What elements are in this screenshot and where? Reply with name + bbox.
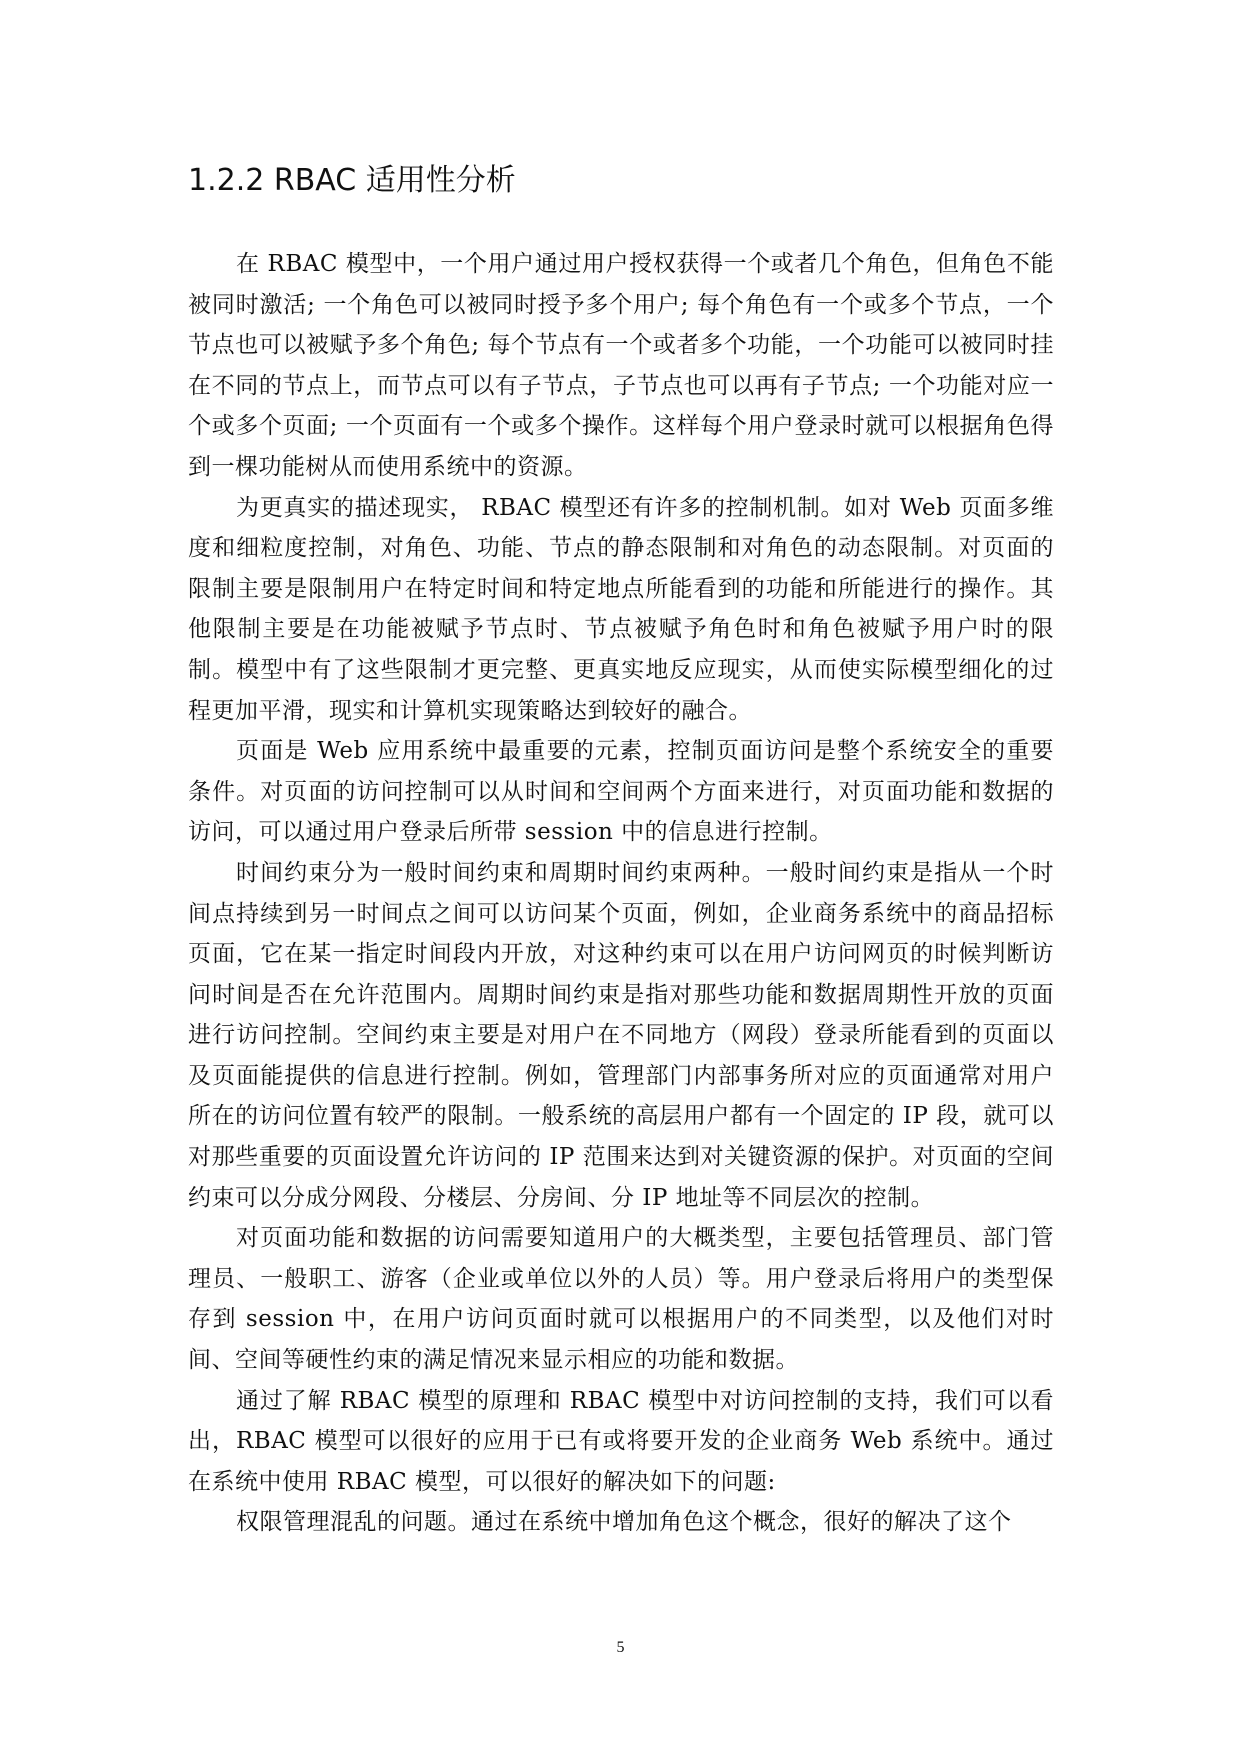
paragraph-3: 页面是 Web 应用系统中最重要的元素，控制页面访问是整个系统安全的重要条件。对页面的访问控制可以从时间和空间两个方面来进行，对页面功能和数据的访问，可以通过用户登录后所带 session 中的信息进行控制。 [188, 738, 1054, 846]
page-number: 5 [616, 1639, 625, 1656]
paragraph-1: 在 RBAC 模型中，一个用户通过用户授权获得一个或者几个角色，但角色不能被同时激活; 一个角色可以被同时授予多个用户; 每个角色有一个或多个节点，一个节点也可以被赋予多个角色; 每个节点有一个或者多个功能，一个功能可以被同时挂在不同的节点上，而节点可以有子节点，子节点也可以再有子节点; 一个功能对应一个或多个页面; 一个页面有一个或多个操作。这样每个用户登录时就可以根据角色得到一棵功能树从而使用系统中的资源。 [188, 251, 1054, 480]
section-heading: 1.2.2 RBAC 适用性分析 [188, 163, 516, 198]
paragraph-5: 对页面功能和数据的访问需要知道用户的大概类型，主要包括管理员、部门管理员、一般职工、游客（企业或单位以外的人员）等。用户登录后将用户的类型保存到 session 中，在用户访问页面时就可以根据用户的不同类型，以及他们对时间、空间等硬性约束的满足情况来显示相应的功能和数据。 [188, 1225, 1054, 1374]
body-text [188, 244, 1054, 1543]
paragraph-4: 时间约束分为一般时间约束和周期时间约束两种。一般时间约束是指从一个时间点持续到另一时间点之间可以访问某个页面，例如，企业商务系统中的商品招标页面，它在某一指定时间段内开放，对这种约束可以在用户访问网页的时候判断访问时间是否在允许范围内。周期时间约束是指对那些功能和数据周期性开放的页面进行访问控制。空间约束主要是对用户在不同地方（网段）登录所能看到的页面以及页面能提供的信息进行控制。例如，管理部门内部事务所对应的页面通常对用户所在的访问位置有较严的限制。一般系统的高层用户都有一个固定的 IP 段，就可以对那些重要的页面设置允许访问的 IP 范围来达到对关键资源的保护。对页面的空间约束可以分成分网段、分楼层、分房间、分 IP 地址等不同层次的控制。 [188, 859, 1054, 1211]
paragraph-6: 通过了解 RBAC 模型的原理和 RBAC 模型中对访问控制的支持，我们可以看出，RBAC 模型可以很好的应用于已有或将要开发的企业商务 Web 系统中。通过在系统中使用 RBAC 模型，可以很好的解决如下的问题: [188, 1387, 1054, 1495]
paragraph-2: 为更真实的描述现实， RBAC 模型还有许多的控制机制。如对 Web 页面多维度和细粒度控制，对角色、功能、节点的静态限制和对角色的动态限制。对页面的限制主要是限制用户在特定时间和特定地点所能看到的功能和所能进行的操作。其他限制主要是在功能被赋予节点时、节点被赋予角色时和角色被赋予用户时的限制。模型中有了这些限制才更完整、更真实地反应现实，从而使实际模型细化的过程更加平滑，现实和计算机实现策略达到较好的融合。 [188, 494, 1054, 724]
paragraph-7: 权限管理混乱的问题。通过在系统中增加角色这个概念，很好的解决了这个 [236, 1509, 1012, 1536]
